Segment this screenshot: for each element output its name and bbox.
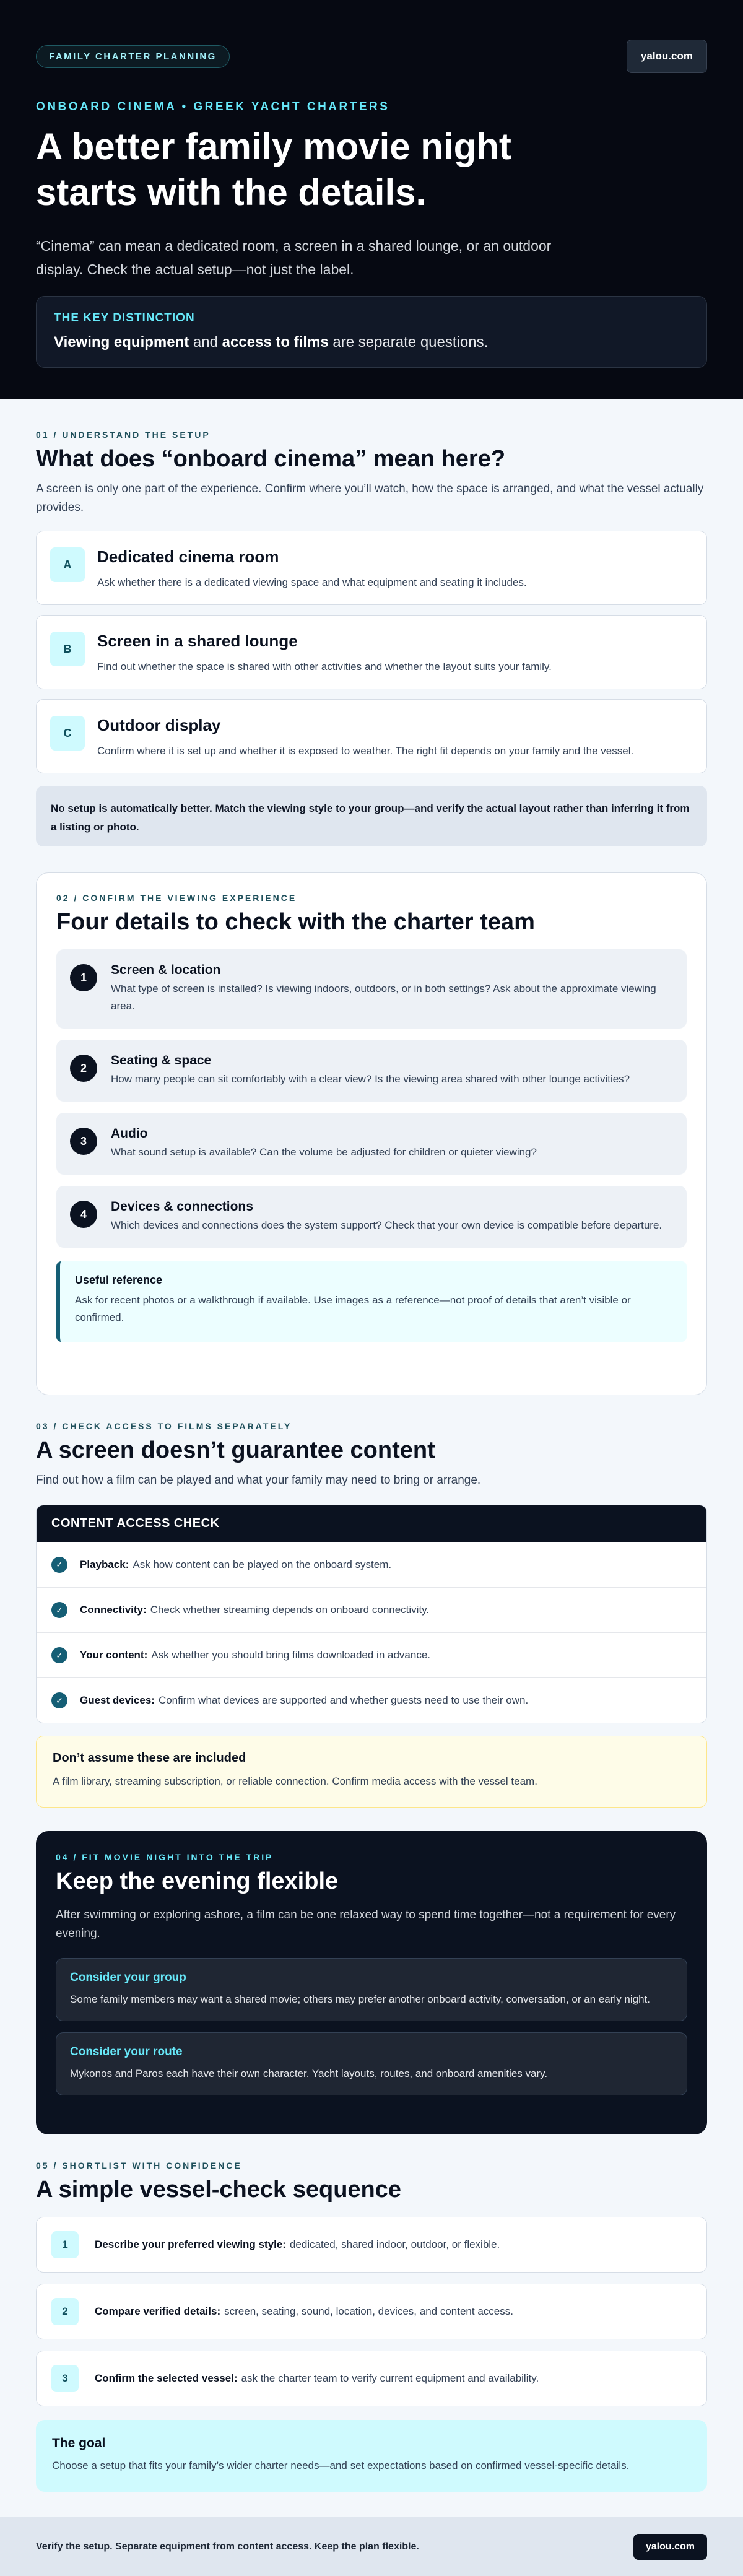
detail-desc: What sound setup is available? Can the volume be adjusted for children or quieter viewing? [111,1146,537,1158]
assumption-warning [36,1736,707,1808]
key-distinction-title: THE KEY DISTINCTION [54,311,195,324]
page-title: A better family movie night starts with the details. [36,126,511,213]
option-desc: Confirm where it is set up and whether it is exposed to weather. The right fit depends on your family and the vessel. [97,745,634,757]
section-flexible-evening [36,1831,707,2134]
useful-reference-callout [56,1261,687,1342]
hero [0,0,743,399]
option-card [36,699,707,773]
hero-lead: “Cinema” can mean a dedicated room, a screen in a shared lounge, or an outdoor display. Check the actual setup—not just the label. [36,238,552,277]
check-row: ✓ Playback: Ask how content can be played on the onboard system. [37,1542,706,1587]
category-pill: FAMILY CHARTER PLANNING [36,45,230,68]
consider-title: Consider your group [70,1971,186,1984]
reference-desc: Ask for recent photos or a walkthrough if available. Use images as a reference—not proof of details that aren’t visible or confirmed. [75,1294,631,1323]
option-card [36,615,707,689]
detail-title: Audio [111,1126,148,1141]
section-lead: A screen is only one part of the experience. Confirm where you’ll watch, how the space is arranged, and what the vessel actually provides. [36,482,704,514]
detail-desc: What type of screen is installed? Is viewing indoors, outdoors, or in both settings? Ask about the approximate viewing area. [111,983,656,1012]
detail-title: Devices & connections [111,1199,253,1214]
section-understand-setup [0,399,743,846]
option-title: Dedicated cinema room [97,547,279,566]
warning-desc: A film library, streaming subscription, or reliable connection. Confirm media access with the vessel team. [53,1775,537,1787]
detail-number: 3 [70,1128,97,1155]
detail-item [56,949,687,1029]
key-distinction-text: Viewing equipment and access to films are separate questions. [54,334,489,350]
option-title: Screen in a shared lounge [97,632,298,650]
key-distinction-box [36,296,707,368]
section-viewing-experience [36,872,707,1395]
step-number: 3 [51,2365,79,2392]
detail-number: 4 [70,1201,97,1228]
section-title: A simple vessel-check sequence [36,2177,402,2203]
option-list [36,531,707,773]
check-row: ✓ Guest devices: Confirm what devices are supported and whether guests need to use their own. [37,1677,706,1723]
footer-text: Verify the setup. Separate equipment from content access. Keep the plan flexible. [36,2541,419,2552]
option-badge: B [50,632,85,666]
section-title: A screen doesn’t guarantee content [36,1437,435,1463]
detail-item [56,1113,687,1175]
step-item: 1 Describe your preferred viewing style: dedicated, shared indoor, outdoor, or flexible. [36,2217,707,2273]
hero-eyebrow: ONBOARD CINEMA • GREEK YACHT CHARTERS [36,100,390,113]
check-icon: ✓ [51,1557,67,1573]
option-desc: Find out whether the space is shared with other activities and whether the layout suits your family. [97,661,552,672]
goal-desc: Choose a setup that fits your family’s wider charter needs—and set expectations based on confirmed vessel-specific details. [52,2460,630,2471]
detail-number: 2 [70,1055,97,1082]
section-title: Four details to check with the charter team [56,909,535,935]
option-desc: Ask whether there is a dedicated viewing space and what equipment and seating it includes. [97,577,527,588]
detail-title: Seating & space [111,1053,212,1068]
section-eyebrow: 05 / SHORTLIST WITH CONFIDENCE [36,2160,242,2170]
step-number: 2 [51,2298,79,2325]
consider-title: Consider your route [70,2045,183,2058]
option-badge: A [50,547,85,582]
section-shortlist [0,2134,743,2492]
check-header: CONTENT ACCESS CHECK [37,1505,706,1542]
step-number: 1 [51,2231,79,2258]
detail-desc: Which devices and connections does the system support? Check that your own device is compatible before departure. [111,1219,663,1231]
section-eyebrow: 01 / UNDERSTAND THE SETUP [36,430,211,440]
section-film-access [0,1395,743,1808]
consider-desc: Some family members may want a shared movie; others may prefer another onboard activity, conversation, or an early night. [70,1993,651,2005]
consider-desc: Mykonos and Paros each have their own character. Yacht layouts, routes, and onboard amenities vary. [70,2068,548,2079]
goal-callout [36,2420,707,2492]
consider-card [56,2032,687,2095]
option-title: Outdoor display [97,716,221,734]
option-badge: C [50,716,85,751]
check-icon: ✓ [51,1647,67,1663]
goal-title: The goal [52,2436,106,2450]
warning-title: Don’t assume these are included [53,1751,246,1765]
check-row: ✓ Connectivity: Check whether streaming depends on onboard connectivity. [37,1587,706,1632]
section-lead: Find out how a film can be played and what your family may need to bring or arrange. [36,1474,481,1487]
step-list [36,2217,707,2406]
section-title: Keep the evening flexible [56,1868,339,1894]
section-title: What does “onboard cinema” mean here? [36,446,506,472]
footer [0,2517,743,2576]
section-eyebrow: 03 / CHECK ACCESS TO FILMS SEPARATELY [36,1421,292,1431]
check-icon: ✓ [51,1602,67,1618]
topbar [36,40,707,73]
consider-card [56,1958,687,2021]
section-lead: After swimming or exploring ashore, a film can be one relaxed way to spend time together—not a requirement for every evening. [56,1908,676,1940]
detail-item [56,1186,687,1248]
content-access-check [36,1505,707,1723]
step-item: 2 Compare verified details: screen, seating, sound, location, devices, and content access. [36,2284,707,2339]
step-item: 3 Confirm the selected vessel: ask the charter team to verify current equipment and availability. [36,2351,707,2406]
section-eyebrow: 02 / CONFIRM THE VIEWING EXPERIENCE [56,893,297,903]
check-icon: ✓ [51,1692,67,1708]
detail-title: Screen & location [111,963,221,977]
check-row: ✓ Your content: Ask whether you should bring films downloaded in advance. [37,1632,706,1677]
detail-number: 1 [70,964,97,991]
detail-desc: How many people can sit comfortably with a clear view? Is the viewing area shared with other lounge activities? [111,1073,630,1085]
detail-item [56,1040,687,1102]
brand-link[interactable]: yalou.com [627,40,707,73]
check-list [37,1542,706,1723]
reference-title: Useful reference [75,1274,163,1286]
setup-note: No setup is automatically better. Match the viewing style to your group—and verify the actual layout rather than inferring it from a listing or photo. [36,786,707,846]
option-card [36,531,707,605]
section-eyebrow: 04 / FIT MOVIE NIGHT INTO THE TRIP [56,1852,274,1862]
footer-brand-link[interactable]: yalou.com [633,2534,707,2560]
